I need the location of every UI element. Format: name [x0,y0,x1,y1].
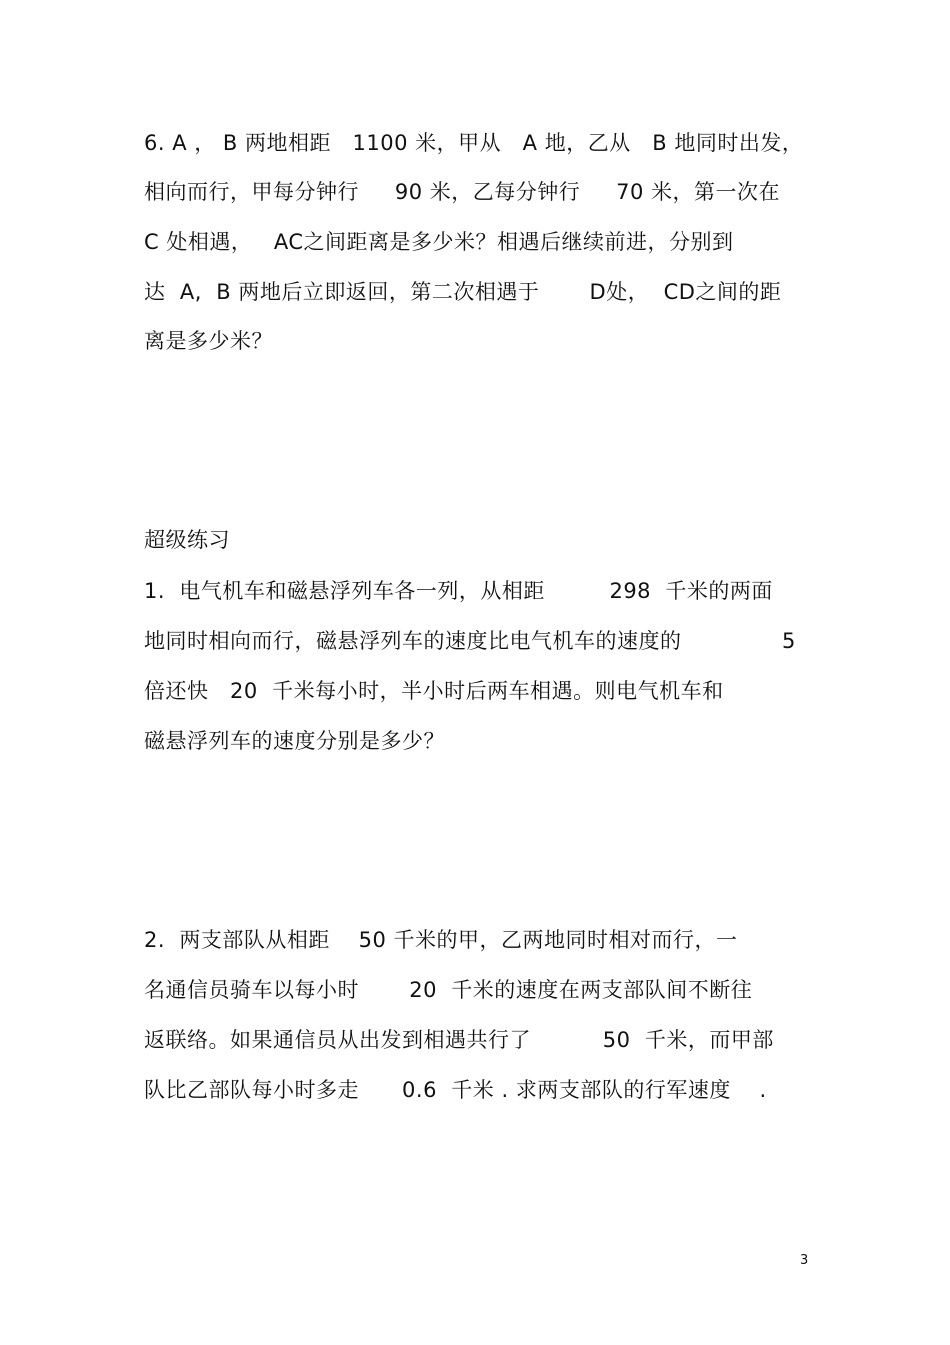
problem-6-line-5: 离是多少米？ [144,329,273,353]
problem-1-line-2: 地同时相向而行，磁悬浮列车的速度比电气机车的速度的 5 [144,629,796,653]
problem-1-line-1: 1. 电气机车和磁悬浮列车各一列，从相距 298 千米的两面 [144,579,773,603]
problem-1-line-4: 磁悬浮列车的速度分别是多少？ [144,729,445,753]
problem-6-line-4: 达 A, B 两地后立即返回，第二次相遇于 D处， CD之间的距 [144,280,782,304]
super-practice-heading: 超级练习 [144,528,230,552]
problem-2-line-3: 返联络。如果通信员从出发到相遇共行了 50 千米，而甲部 [144,1028,774,1052]
page-number: 3 [800,1253,809,1268]
problem-2-line-4: 队比乙部队每小时多走 0.6 千米 . 求两支部队的行军速度 . [144,1078,767,1102]
problem-6-line-2: 相向而行，甲每分钟行 90 米，乙每分钟行 70 米，第一次在 [144,180,781,204]
problem-6-line-1: 6. A ， B 两地相距 1100 米，甲从 A 地，乙从 B 地同时出发， [144,131,804,155]
problem-2-line-2: 名通信员骑车以每小时 20 千米的速度在两支部队间不断往 [144,978,753,1002]
problem-1-line-3: 倍还快 20 千米每小时，半小时后两车相遇。则电气机车和 [144,679,724,703]
problem-2-line-1: 2. 两支部队从相距 50 千米的甲，乙两地同时相对而行，一 [144,928,738,952]
problem-6-line-3: C 处相遇， AC之间距离是多少米？相遇后继续前进，分别到 [144,230,734,254]
